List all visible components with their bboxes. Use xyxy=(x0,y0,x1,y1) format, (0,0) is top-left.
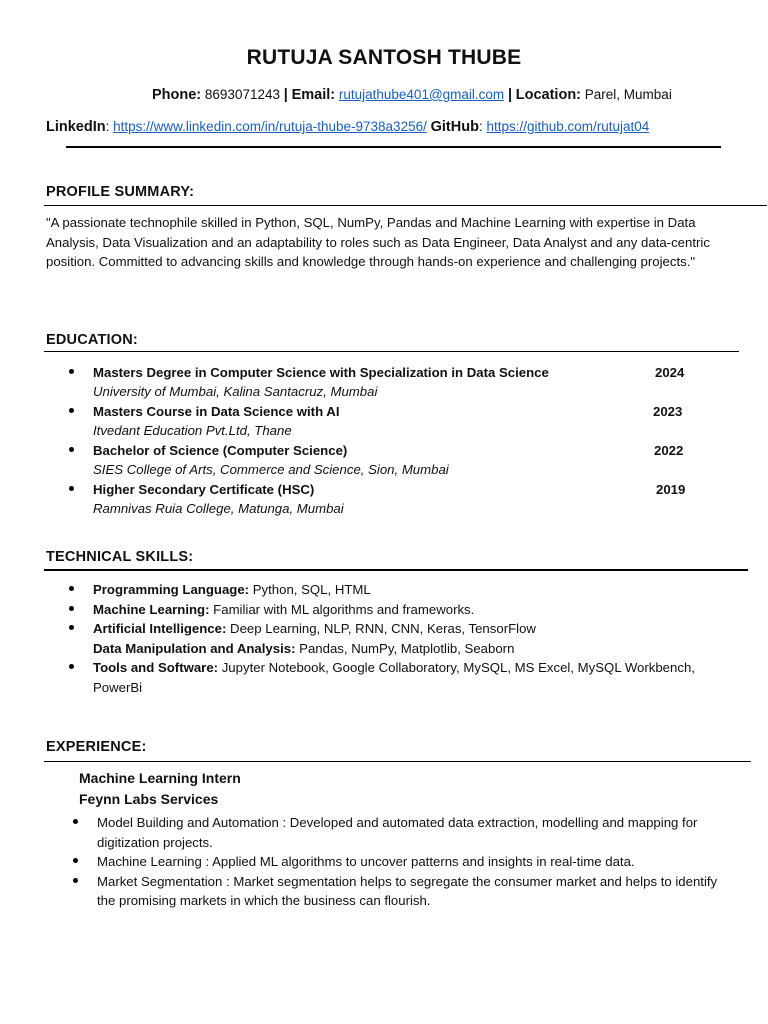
header-divider xyxy=(66,146,721,148)
experience-text: Market Segmentation : Market segmentation helps to segregate the consumer market and helps to identify the promising markets in which the business can flourish. xyxy=(97,873,718,909)
section-divider xyxy=(44,569,748,571)
skill-value: Deep Learning, NLP, RNN, CNN, Keras, TensorFlow xyxy=(226,621,536,637)
skill-label: Data Manipulation and Analysis: xyxy=(93,640,296,656)
school-name: University of Mumbai, Kalina Santacruz, Mumbai xyxy=(93,384,378,399)
linkedin-link[interactable]: https://www.linkedin.com/in/rutuja-thube-9738a3256/ xyxy=(113,119,427,134)
colon: : xyxy=(105,119,110,134)
skill-item xyxy=(93,619,733,639)
section-divider xyxy=(44,351,739,352)
education-item xyxy=(93,441,713,480)
profile-summary-text: "A passionate technophile skilled in Python, SQL, NumPy, Pandas and Machine Learning with expertise in Data Analysis, Data Visualization and an adaptability to roles such as Data Engineer, Data Analyst and any data-centric position. Committed to advancing skills and knowledge through hands-on experience and challenging projects." xyxy=(46,215,710,270)
profile-summary-heading: PROFILE SUMMARY: xyxy=(46,184,195,200)
experience-item xyxy=(97,813,727,852)
candidate-name: RUTUJA SANTOSH THUBE xyxy=(246,46,522,69)
github-label: GitHub xyxy=(430,119,479,135)
experience-item xyxy=(97,852,727,872)
degree-title: Bachelor of Science (Computer Science) xyxy=(93,443,348,458)
education-year: 2023 xyxy=(653,404,683,419)
github-link[interactable]: https://github.com/rutujat04 xyxy=(486,119,650,134)
experience-item xyxy=(97,872,727,911)
experience-list xyxy=(97,813,727,911)
bullet-icon xyxy=(69,447,74,452)
education-heading: EDUCATION: xyxy=(46,332,138,348)
separator: | xyxy=(283,87,288,103)
degree-title: Higher Secondary Certificate (HSC) xyxy=(93,482,315,497)
skill-value: Jupyter Notebook, Google Collaboratory, MySQL, MS Excel, MySQL Workbench, PowerBi xyxy=(93,660,695,695)
skill-item xyxy=(93,600,733,620)
phone-label: Phone: xyxy=(152,87,202,103)
skill-item xyxy=(93,639,733,659)
degree-title: Masters Degree in Computer Science with Specialization in Data Science xyxy=(93,365,549,380)
email-link[interactable]: rutujathube401@gmail.com xyxy=(338,87,505,102)
education-year: 2022 xyxy=(654,443,684,458)
linkedin-label: LinkedIn xyxy=(46,119,106,135)
degree-title: Masters Course in Data Science with AI xyxy=(93,404,340,419)
phone-number: 8693071243 xyxy=(204,87,280,102)
bullet-icon xyxy=(69,408,74,413)
location-label: Location: xyxy=(515,87,582,103)
education-item xyxy=(93,402,713,441)
skills-list xyxy=(93,580,733,698)
skill-item xyxy=(93,658,733,697)
experience-text: Machine Learning : Applied ML algorithms to uncover patterns and insights in real-time data. xyxy=(97,854,635,870)
bullet-icon xyxy=(69,369,74,374)
location-value: Parel, Mumbai xyxy=(584,87,672,102)
skill-label: Tools and Software: xyxy=(93,660,219,676)
bullet-icon xyxy=(69,486,74,491)
skill-item xyxy=(93,580,733,600)
skill-label: Programming Language: xyxy=(93,582,250,597)
separator: | xyxy=(507,87,512,103)
school-name: SIES College of Arts, Commerce and Science, Sion, Mumbai xyxy=(93,462,449,477)
education-year: 2019 xyxy=(656,482,686,497)
education-year: 2024 xyxy=(655,365,685,380)
skill-value: Pandas, NumPy, Matplotlib, Seaborn xyxy=(295,640,515,656)
job-role: Machine Learning Intern xyxy=(79,770,241,786)
section-divider xyxy=(44,761,751,762)
skill-value: Python, SQL, HTML xyxy=(249,582,371,597)
education-list xyxy=(93,363,713,519)
email-label: Email: xyxy=(291,87,336,103)
school-name: Ramnivas Ruia College, Matunga, Mumbai xyxy=(93,501,344,516)
colon: : xyxy=(478,119,483,134)
bullet-icon xyxy=(69,664,74,669)
bullet-icon xyxy=(69,606,74,611)
company-name: Feynn Labs Services xyxy=(79,791,219,807)
links-line xyxy=(46,119,649,135)
experience-text: Model Building and Automation : Developed and automated data extraction, modelling and mapping for digitization projects. xyxy=(97,815,698,850)
skill-label: Artificial Intelligence: xyxy=(93,621,227,637)
skill-value: Familiar with ML algorithms and frameworks. xyxy=(209,601,475,617)
section-divider xyxy=(44,205,767,206)
bullet-icon xyxy=(73,878,78,883)
technical-skills-heading: TECHNICAL SKILLS: xyxy=(46,549,194,565)
bullet-icon xyxy=(69,625,74,630)
education-item xyxy=(93,363,713,402)
school-name: Itvedant Education Pvt.Ltd, Thane xyxy=(93,423,292,438)
skill-label: Machine Learning: xyxy=(93,601,210,617)
bullet-icon xyxy=(73,819,78,824)
experience-heading: EXPERIENCE: xyxy=(46,739,147,755)
education-item xyxy=(93,480,713,519)
contact-line xyxy=(152,87,672,103)
bullet-icon xyxy=(69,586,74,591)
bullet-icon xyxy=(73,858,78,863)
